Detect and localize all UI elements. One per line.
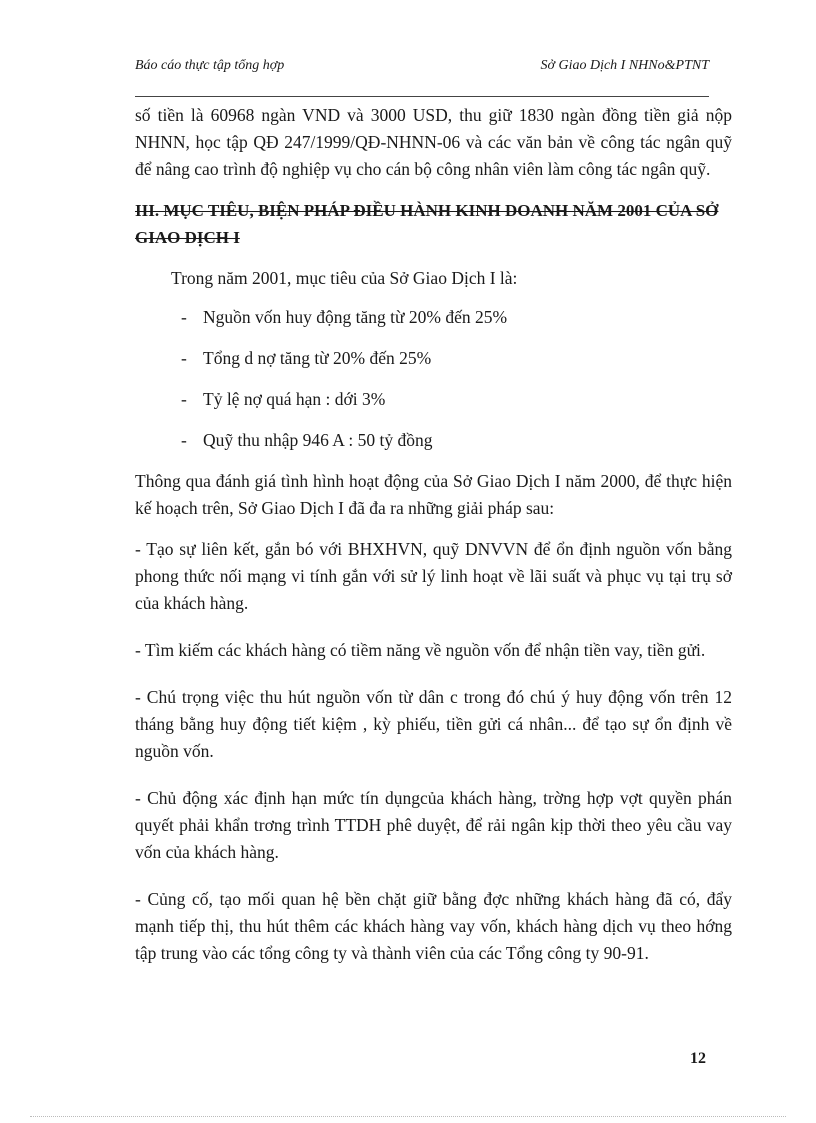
solutions-intro: Thông qua đánh giá tình hình hoạt động của Sở Giao Dịch I năm 2000, để thực hiện kế hoạch trên, Sở Giao Dịch I đã đa ra những giải pháp sau: xyxy=(135,471,732,518)
header-right-title: Sở Giao Dịch I NHNo&PTNT xyxy=(540,58,709,73)
list-item xyxy=(135,345,732,372)
list-item-text: Quỹ thu nhập 946 A : 50 tỷ đồng xyxy=(203,430,433,450)
list-item-text: Tổng d nợ tăng từ 20% đến 25% xyxy=(203,348,432,368)
intro-paragraph: số tiền là 60968 ngàn VND và 3000 USD, thu giữ 1830 ngàn đồng tiền giả nộp NHNN, học tập QĐ 247/1999/QĐ-NHNN-06 và các văn bản về công tác ngân quỹ để nâng cao trình độ nghiệp vụ cho cán bộ công nhân viên làm công tác ngân quỹ. xyxy=(135,105,732,179)
list-dash: - xyxy=(181,430,187,450)
solution-item: - Tạo sự liên kết, gắn bó với BHXHVN, quỹ DNVVN để ổn định nguồn vốn bằng phong thức nối mạng vi tính gắn với sử lý linh hoạt về lãi suất và phục vụ tại trụ sở của khách hàng. xyxy=(135,539,732,613)
list-dash: - xyxy=(181,389,187,409)
list-item xyxy=(135,304,732,331)
page-bottom-rule xyxy=(30,1116,786,1117)
list-dash: - xyxy=(181,307,187,327)
page-body xyxy=(135,102,732,987)
objectives-intro: Trong năm 2001, mục tiêu của Sở Giao Dịch I là: xyxy=(171,268,518,288)
header-rule xyxy=(135,96,709,97)
list-item-text: Nguồn vốn huy động tăng từ 20% đến 25% xyxy=(203,307,508,327)
list-dash: - xyxy=(181,348,187,368)
section-heading: III. MỤC TIÊU, BIỆN PHÁP ĐIỀU HÀNH KINH DOANH NĂM 2001 CỦA SỞ GIAO DỊCH I xyxy=(135,201,719,247)
solution-item: - Chủ động xác định hạn mức tín dụngcủa khách hàng, trờng hợp vợt quyền phán quyết phải khẩn trơng trình TTDH phê duyệt, để rải ngân kịp thời theo yêu cầu vay vốn của khách hàng. xyxy=(135,788,732,862)
solution-item: - Chú trọng việc thu hút nguồn vốn từ dân c trong đó chú ý huy động vốn trên 12 tháng bằng huy động tiết kiệm , kỳ phiếu, tiền gửi cá nhân... để tạo sự ổn định về nguồn vốn. xyxy=(135,687,732,761)
list-item xyxy=(135,427,732,454)
solution-item: - Tìm kiếm các khách hàng có tiềm năng về nguồn vốn để nhận tiền vay, tiền gửi. xyxy=(135,640,706,660)
header-left-title: Báo cáo thực tập tổng hợp xyxy=(135,58,285,73)
list-item xyxy=(135,386,732,413)
objectives-list xyxy=(135,304,732,454)
list-item-text: Tỷ lệ nợ quá hạn : dới 3% xyxy=(203,389,386,409)
solution-item: - Củng cố, tạo mối quan hệ bền chặt giữ bằng đợc những khách hàng đã có, đẩy mạnh tiếp thị, thu hút thêm các khách hàng vay vốn, khách hàng dịch vụ theo hớng tập trung vào các tổng công ty và thành viên của các Tổng công ty 90-91. xyxy=(135,889,732,963)
page-header xyxy=(135,58,709,88)
page-number: 12 xyxy=(690,1050,706,1067)
